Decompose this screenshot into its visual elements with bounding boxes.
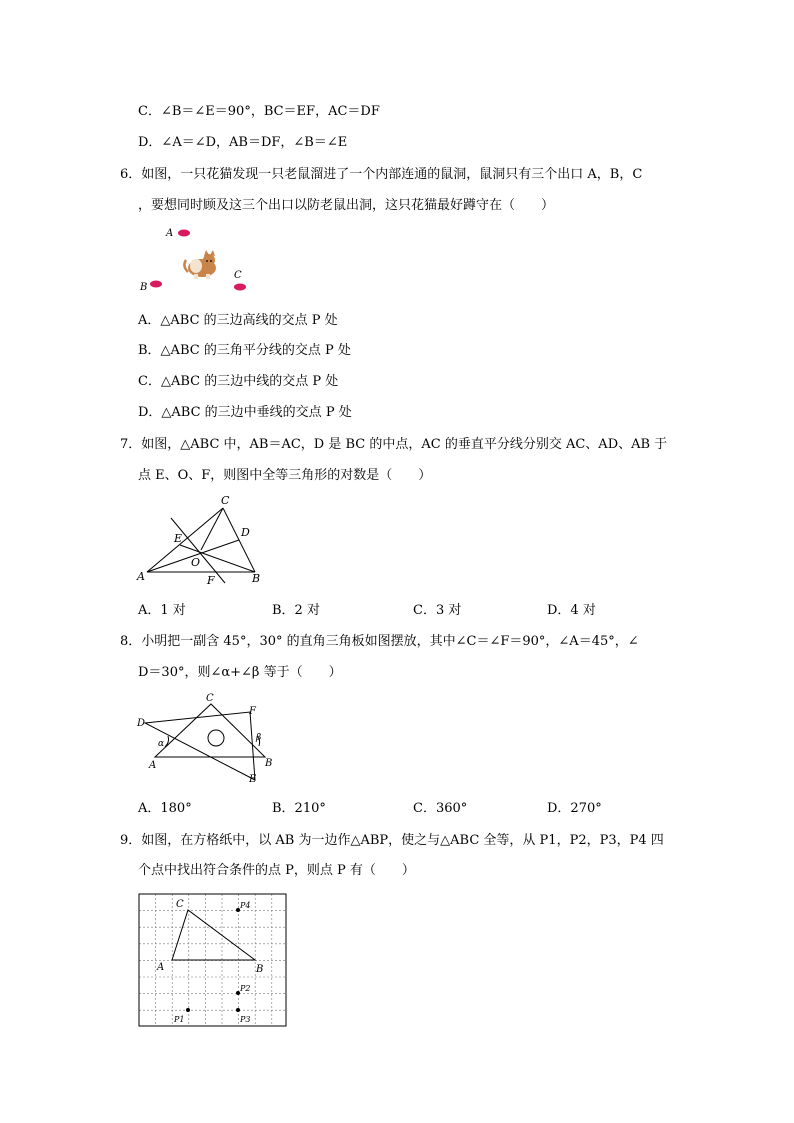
q9-label-p1: P1 [174,1015,185,1024]
q8-label-a: A [149,760,157,771]
q8-label-e: E [249,774,257,785]
hole-a [178,230,190,237]
q8-stem-line2: D＝30°，则∠α+∠β 等于（ ） [138,665,342,680]
q7-label-c: C [221,494,230,507]
q7-figure [135,490,270,590]
q6-stem-line2: ，要想同时顾及这三个出口以防老鼠出洞，这只花猫最好蹲守在（ ） [138,198,555,213]
q7-stem-line1: 7．如图，△ABC 中，AB＝AC，D 是 BC 的中点，AC 的垂直平分线分别交 AC、AD、AB 于 [120,437,668,452]
q7-option-b: B．2 对 [272,603,320,618]
q7-label-f: F [207,574,215,587]
q9-label-p3: P3 [240,1015,251,1024]
circle-hole [208,730,224,746]
q8-stem-line1: 8．小明把一副含 45°，30° 的直角三角板如图摆放，其中∠C＝∠F＝90°，∠A＝45°，∠ [120,634,639,649]
q6-label-c: C [234,270,242,281]
q9-label-b: B [256,964,264,975]
q7-stem-line2: 点 E、O、F，则图中全等三角形的对数是（ ） [138,468,432,483]
q8-label-d: D [137,718,146,729]
q6-option-d: D．△ABC 的三边中垂线的交点 P 处 [138,405,352,420]
point-p1 [186,1008,190,1012]
q9-label-p2: P2 [240,984,251,993]
q8-option-b: B．210° [272,801,326,816]
cat-image [184,250,216,279]
q8-label-beta: β [256,733,262,743]
q8-figure [135,690,285,790]
q8-label-alpha: α [158,739,165,749]
q6-option-b: B．△ABC 的三角平分线的交点 P 处 [138,343,351,358]
q6-label-b: B [140,282,148,293]
q5-option-d: D．∠A＝∠D，AB＝DF，∠B＝∠E [138,135,348,150]
q7-label-d: D [241,526,250,539]
q7-label-a: A [137,570,145,583]
q9-stem-line2: 个点中找出符合条件的点 P，则点 P 有（ ） [138,863,415,878]
q9-label-p4: P4 [240,901,251,910]
q8-option-a: A．180° [138,801,192,816]
q6-option-a: A．△ABC 的三边高线的交点 P 处 [138,313,338,328]
hole-b [150,281,162,288]
q5-option-c: C．∠B＝∠E＝90°，BC＝EF，AC＝DF [138,104,380,119]
q7-option-c: C．3 对 [413,603,462,618]
q9-grid-figure [138,893,288,1029]
q8-option-c: C．360° [413,801,468,816]
triangle-abc [172,910,255,960]
q6-label-a: A [166,228,174,239]
q9-label-c: C [176,899,184,910]
point-p3 [236,1008,240,1012]
q8-label-c: C [206,693,214,704]
q9-label-a: A [157,962,165,973]
q8-option-d: D．270° [547,801,602,816]
hole-c [234,284,246,291]
q7-label-e: E [174,532,183,545]
q7-option-d: D．4 对 [547,603,596,618]
segment-co [201,508,223,550]
q6-figure [130,222,260,297]
q6-stem-line1: 6．如图，一只花猫发现一只老鼠溜进了一个内部连通的鼠洞，鼠洞只有三个出口 A，B，C [120,167,643,182]
q8-label-f: F [249,706,256,717]
q7-option-a: A．1 对 [138,603,186,618]
q8-label-b: B [265,758,273,769]
perpendicular-bisector [171,518,225,583]
side-ac [147,508,223,572]
q6-option-c: C．△ABC 的三边中线的交点 P 处 [138,374,339,389]
q7-label-b: B [252,572,261,585]
q7-label-o: O [191,556,201,569]
q9-stem-line1: 9．如图，在方格纸中，以 AB 为一边作△ABP，使之与△ABC 全等，从 P1，P2，P3，P4 四 [120,833,664,848]
